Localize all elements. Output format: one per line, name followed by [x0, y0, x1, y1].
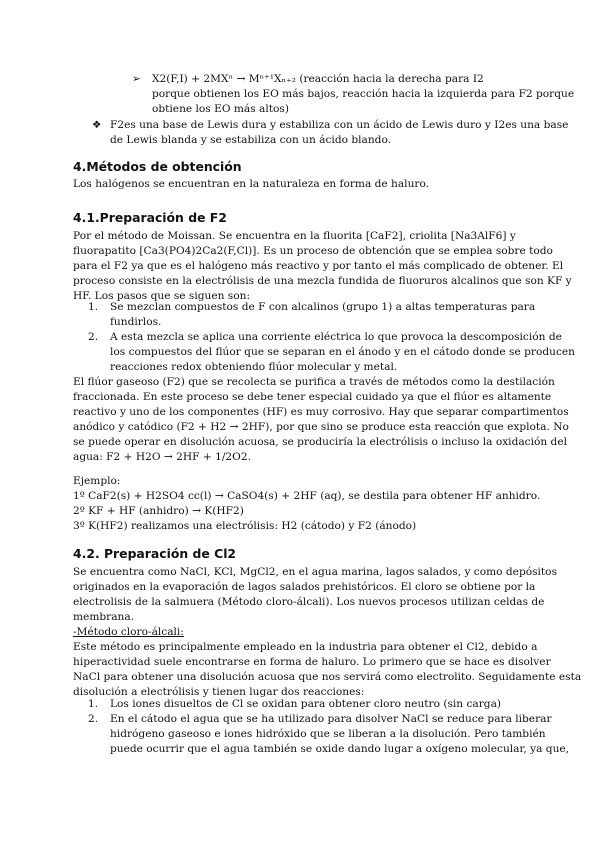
paragraph-line: reactivo y uno de los componentes (HF) es muy corrosivo. Hay que separar compartimentos [73, 406, 569, 418]
arrow-bullet-icon: ➢ [132, 73, 141, 85]
paragraph-line: HF. Los pasos que se siguen son: [73, 290, 251, 302]
paragraph-line: para el F2 ya que es el halógeno más reactivo y por tanto el más complicado de obtener. El [73, 260, 564, 272]
example-line: 1º CaF2(s) + H2SO4 cc(l) → CaSO4(s) + 2HF (aq), se destila para obtener HF anhidro. [73, 490, 541, 502]
list-number: 1. [88, 301, 99, 313]
list-item: los compuestos del flúor que se separan en el ánodo y en el cátodo donde se producen [110, 346, 575, 358]
paragraph-line: Este método es principalmente empleado en la industria para obtener el Cl2, debido a [73, 641, 538, 653]
list-item: puede ocurrir que el agua también se oxide dando lugar a oxígeno molecular, ya que, [110, 743, 570, 755]
paragraph-line: se puede operar en disolución acuosa, se produciría la electrólisis o incluso la oxidación del [73, 436, 568, 448]
bullet-text: porque obtienen los EO más bajos, reacción hacia la izquierda para F2 porque [152, 88, 575, 100]
diamond-bullet-icon: ❖ [92, 119, 102, 131]
example-line: Ejemplo: [73, 475, 121, 487]
section-heading: 4.1.Preparación de F2 [73, 210, 227, 225]
list-item: En el cátodo el agua que se ha utilizado para disolver NaCl se reduce para liberar [110, 713, 552, 725]
list-item: Se mezclan compuestos de F con alcalinos (grupo 1) a altas temperaturas para [110, 301, 536, 313]
example-line: 3º K(HF2) realizamos una electrólisis: H2 (cátodo) y F2 (ánodo) [73, 520, 417, 532]
list-item: hidrógeno gaseoso e iones hidróxido que se liberan a la disolución. Pero también [110, 728, 546, 740]
paragraph-line: electrolisis de la salmuera (Método cloro-álcali). Los nuevos procesos utilizan celdas de [73, 596, 545, 608]
paragraph-line: El flúor gaseoso (F2) que se recolecta se purifica a través de métodos como la destilación [73, 376, 555, 388]
paragraph-line: disolución a electrólisis y tienen lugar dos reacciones: [73, 686, 365, 698]
list-item: fundirlos. [110, 316, 162, 328]
paragraph-line: Los halógenos se encuentran en la naturaleza en forma de haluro. [73, 178, 430, 190]
list-number: 2. [88, 713, 99, 725]
paragraph-line: fraccionada. En este proceso se debe tener especial cuidado ya que el flúor es altamente [73, 391, 552, 403]
bullet-text: de Lewis blanda y se estabiliza con un ácido blando. [110, 134, 391, 146]
paragraph-line: Por el método de Moissan. Se encuentra en la fluorita [CaF2], criolita [Na3AlF6] y [73, 230, 516, 242]
paragraph-line: proceso consiste en la electrólisis de una mezcla fundida de fluoruros alcalinos que son KF y [73, 275, 572, 287]
bullet-text: obtiene los EO más altos) [152, 103, 289, 115]
paragraph-line: fluorapatito [Ca3(PO4)2Ca2(F,Cl)]. Es un proceso de obtención que se emplea sobre todo [73, 245, 553, 257]
paragraph-line: Se encuentra como NaCl, KCl, MgCl2, en el agua marina, lagos salados, y como depósitos [73, 566, 558, 578]
paragraph-line: hiperactividad suele encontrarse en forma de haluro. Lo primero que se hace es disolver [73, 656, 551, 668]
list-item: A esta mezcla se aplica una corriente eléctrica lo que provoca la descomposición de [110, 331, 562, 343]
list-item: reacciones redox obteniendo flúor molecular y metal. [110, 361, 398, 373]
example-line: 2º KF + HF (anhidro) → K(HF2) [73, 505, 244, 517]
paragraph-line: NaCl para obtener una disolución acuosa que nos servirá como electrolito. Seguidamente esta [73, 671, 582, 683]
paragraph-line: membrana. [73, 611, 135, 623]
section-heading: 4.Métodos de obtención [73, 159, 242, 174]
list-number: 2. [88, 331, 99, 343]
paragraph-line: agua: F2 + H2O → 2HF + 1/2O2. [73, 451, 251, 463]
bullet-text: F2es una base de Lewis dura y estabiliza con un ácido de Lewis duro y I2es una base [110, 119, 569, 131]
list-item: Los iones disueltos de Cl se oxidan para obtener cloro neutro (sin carga) [110, 698, 502, 710]
list-number: 1. [88, 698, 99, 710]
bullet-text: X2(F,I) + 2MXⁿ → Mⁿ⁺¹Xₙ₊₂ (reacción hacia la derecha para I2 [152, 73, 484, 85]
section-heading: 4.2. Preparación de Cl2 [73, 546, 237, 561]
subsection-heading: -Método cloro-álcali: [73, 626, 184, 638]
paragraph-line: originados en la evaporación de lagos salados prehistóricos. El cloro se obtiene por la [73, 581, 536, 593]
paragraph-line: anódico y catódico (F2 + H2 → 2HF), por que sino se produce esta reacción que explota. No [73, 421, 569, 433]
